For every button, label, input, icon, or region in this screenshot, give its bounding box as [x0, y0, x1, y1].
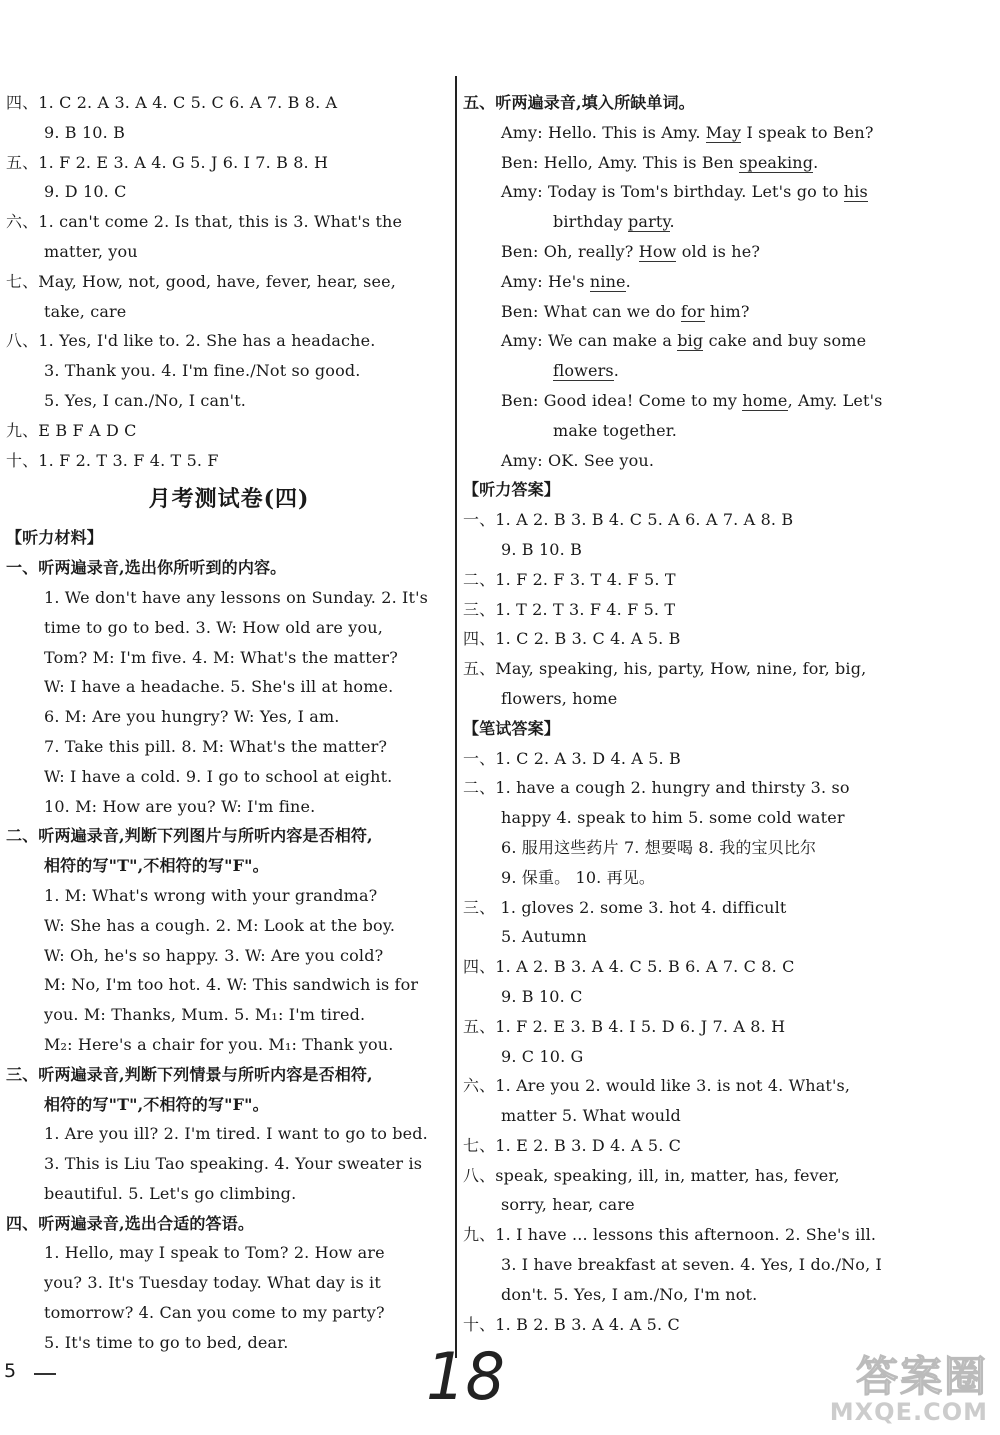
text-line: you. M: Thanks, Mum. 5. M₁: I'm tired.: [44, 1005, 366, 1025]
watermark-text: 答案圈: [855, 1352, 988, 1401]
text-line: 9. B 10. C: [501, 986, 583, 1006]
handwritten-mark: 18: [426, 1338, 505, 1415]
watermark-url: MXQE.COM: [829, 1398, 988, 1426]
text-line: Amy: He's nine.: [501, 271, 631, 291]
text-line: 二、1. F 2. F 3. T 4. F 5. T: [463, 569, 676, 589]
section-heading: 【笔试答案】: [463, 718, 560, 738]
text-line: flowers.: [553, 361, 619, 381]
text-line: don't. 5. Yes, I am./No, I'm not.: [501, 1284, 758, 1304]
text-line: Tom? M: I'm five. 4. M: What's the matter?: [44, 647, 398, 667]
text-line: 3. This is Liu Tao speaking. 4. Your sweater is: [44, 1154, 423, 1174]
text-line: W: I have a headache. 5. She's ill at home.: [44, 677, 394, 697]
page-number-dash: [34, 1373, 56, 1375]
text-line: 1. We don't have any lessons on Sunday. 2. It's: [44, 587, 429, 607]
text-line: 10. M: How are you? W: I'm fine.: [44, 796, 316, 816]
text-line: 一、1. C 2. A 3. D 4. A 5. B: [463, 748, 681, 768]
text-line: 1. Are you ill? 2. I'm tired. I want to go to bed.: [44, 1124, 428, 1144]
filled-answer: big: [677, 331, 704, 351]
text-line: 5. It's time to go to bed, dear.: [44, 1332, 289, 1352]
text-line: 十、1. F 2. T 3. F 4. T 5. F: [6, 450, 219, 470]
text-line: 三、1. T 2. T 3. F 4. F 5. T: [463, 599, 676, 619]
filled-answer: party: [628, 212, 670, 232]
text-line: 四、1. C 2. B 3. C 4. A 5. B: [463, 629, 681, 649]
text-line: 二、1. have a cough 2. hungry and thirsty 3. so: [463, 778, 850, 798]
filled-answer: How: [638, 241, 677, 261]
text-line: 四、1. C 2. A 3. A 4. C 5. C 6. A 7. B 8. A: [6, 93, 338, 112]
filled-answer: home: [742, 390, 788, 410]
text-line: 十、1. B 2. B 3. A 4. A 5. C: [463, 1314, 680, 1334]
text-line: W: I have a cold. 9. I go to school at eight.: [44, 766, 393, 786]
section-heading: 【听力材料】: [6, 528, 103, 548]
text-line: 九、1. I have ... lessons this afternoon. 2. She's ill.: [463, 1225, 877, 1245]
text-line: 三、 1. gloves 2. some 3. hot 4. difficult: [463, 897, 787, 917]
text-line: 七、1. E 2. B 3. D 4. A 5. C: [463, 1135, 682, 1155]
text-line: 5. Autumn: [501, 927, 587, 947]
text-line: Amy: Hello. This is Amy. May I speak to Ben?: [501, 122, 874, 142]
text-line: Ben: What can we do for him?: [501, 301, 750, 321]
text-line: make together.: [553, 420, 678, 440]
text-line: 六、1. can't come 2. Is that, this is 3. What's the: [6, 212, 403, 232]
filled-answer: for: [680, 301, 705, 321]
text-line: 1. M: What's wrong with your grandma?: [44, 885, 378, 905]
text-line: tomorrow? 4. Can you come to my party?: [44, 1303, 385, 1323]
text-line: time to go to bed. 3. W: How old are you,: [44, 617, 383, 637]
text-line: Ben: Oh, really? How old is he?: [501, 241, 761, 261]
page-number: 5: [4, 1360, 17, 1382]
section-heading: 三、听两遍录音,判断下列情景与所听内容是否相符,: [6, 1064, 373, 1084]
filled-answer: speaking: [739, 152, 814, 172]
text-line: 9. B 10. B: [501, 539, 582, 559]
filled-answer: his: [843, 182, 868, 202]
text-line: M: No, I'm too hot. 4. W: This sandwich is for: [44, 975, 419, 995]
filled-answer: May: [705, 122, 742, 142]
left-column: [6, 88, 452, 1358]
section-title: 月考测试卷(四): [148, 486, 310, 513]
filled-answer: nine: [589, 271, 626, 291]
section-heading: 一、听两遍录音,选出你所听到的内容。: [6, 558, 287, 578]
section-heading: 相符的写"T",不相符的写"F"。: [44, 856, 269, 876]
text-line: 5. Yes, I can./No, I can't.: [44, 390, 247, 410]
text-line: 七、May, How, not, good, have, fever, hear, see,: [6, 271, 397, 291]
text-line: matter 5. What would: [501, 1106, 681, 1126]
text-line: 五、May, speaking, his, party, How, nine, for, big,: [463, 659, 867, 679]
filled-answer: flowers: [553, 361, 614, 381]
text-line: Amy: We can make a big cake and buy some: [501, 331, 867, 351]
text-line: you? 3. It's Tuesday today. What day is it: [44, 1273, 381, 1293]
text-line: 9. C 10. G: [501, 1046, 584, 1066]
section-heading: 五、听两遍录音,填入所缺单词。: [463, 93, 695, 112]
section-heading: 四、听两遍录音,选出合适的答语。: [6, 1213, 254, 1233]
section-heading: 相符的写"T",不相符的写"F"。: [44, 1094, 269, 1114]
text-line: 四、1. A 2. B 3. A 4. C 5. B 6. A 7. C 8. C: [463, 957, 795, 977]
text-line: 7. Take this pill. 8. M: What's the matter?: [44, 736, 388, 756]
text-line: matter, you: [44, 241, 138, 261]
text-line: W: Oh, he's so happy. 3. W: Are you cold?: [44, 945, 384, 965]
section-heading: 【听力答案】: [463, 480, 560, 500]
text-line: 9. B 10. B: [44, 122, 125, 142]
text-line: 六、1. Are you 2. would like 3. is not 4. What's,: [463, 1076, 851, 1096]
text-line: beautiful. 5. Let's go climbing.: [44, 1183, 297, 1203]
text-line: 八、1. Yes, I'd like to. 2. She has a headache.: [6, 331, 376, 351]
text-line: W: She has a cough. 2. M: Look at the boy.: [44, 915, 396, 935]
text-line: 9. 保重。 10. 再见。: [501, 867, 656, 887]
text-line: 1. Hello, may I speak to Tom? 2. How are: [44, 1243, 385, 1263]
text-line: 一、1. A 2. B 3. B 4. C 5. A 6. A 7. A 8. B: [463, 510, 794, 530]
text-line: take, care: [44, 301, 127, 321]
text-line: Amy: OK. See you.: [501, 450, 655, 470]
right-column: [463, 88, 913, 1339]
text-line: 八、speak, speaking, ill, in, matter, has, fever,: [463, 1165, 840, 1185]
text-line: 九、E B F A D C: [6, 420, 137, 440]
text-line: 五、1. F 2. E 3. A 4. G 5. J 6. I 7. B 8. H: [6, 152, 329, 172]
text-line: 6. 服用这些药片 7. 想要喝 8. 我的宝贝比尔: [501, 837, 817, 857]
text-line: Ben: Good idea! Come to my home, Amy. Let's: [501, 390, 883, 410]
watermark-logo: [808, 1344, 990, 1426]
text-line: Ben: Hello, Amy. This is Ben speaking.: [501, 152, 819, 172]
text-line: M₂: Here's a chair for you. M₁: Thank you.: [44, 1034, 394, 1054]
text-line: 3. I have breakfast at seven. 4. Yes, I do./No, I: [501, 1255, 883, 1275]
text-line: 6. M: Are you hungry? W: Yes, I am.: [44, 707, 340, 727]
text-line: happy 4. speak to him 5. some cold water: [501, 808, 845, 828]
text-line: 五、1. F 2. E 3. B 4. I 5. D 6. J 7. A 8. H: [463, 1016, 786, 1036]
section-heading: 二、听两遍录音,判断下列图片与所听内容是否相符,: [6, 826, 373, 846]
text-line: 3. Thank you. 4. I'm fine./Not so good.: [44, 361, 361, 381]
text-line: sorry, hear, care: [501, 1195, 635, 1215]
text-line: flowers, home: [501, 688, 618, 708]
text-line: 9. D 10. C: [44, 182, 127, 202]
text-line: birthday party.: [553, 212, 675, 232]
text-line: Amy: Today is Tom's birthday. Let's go to his: [501, 182, 868, 202]
column-divider: [455, 76, 457, 1358]
